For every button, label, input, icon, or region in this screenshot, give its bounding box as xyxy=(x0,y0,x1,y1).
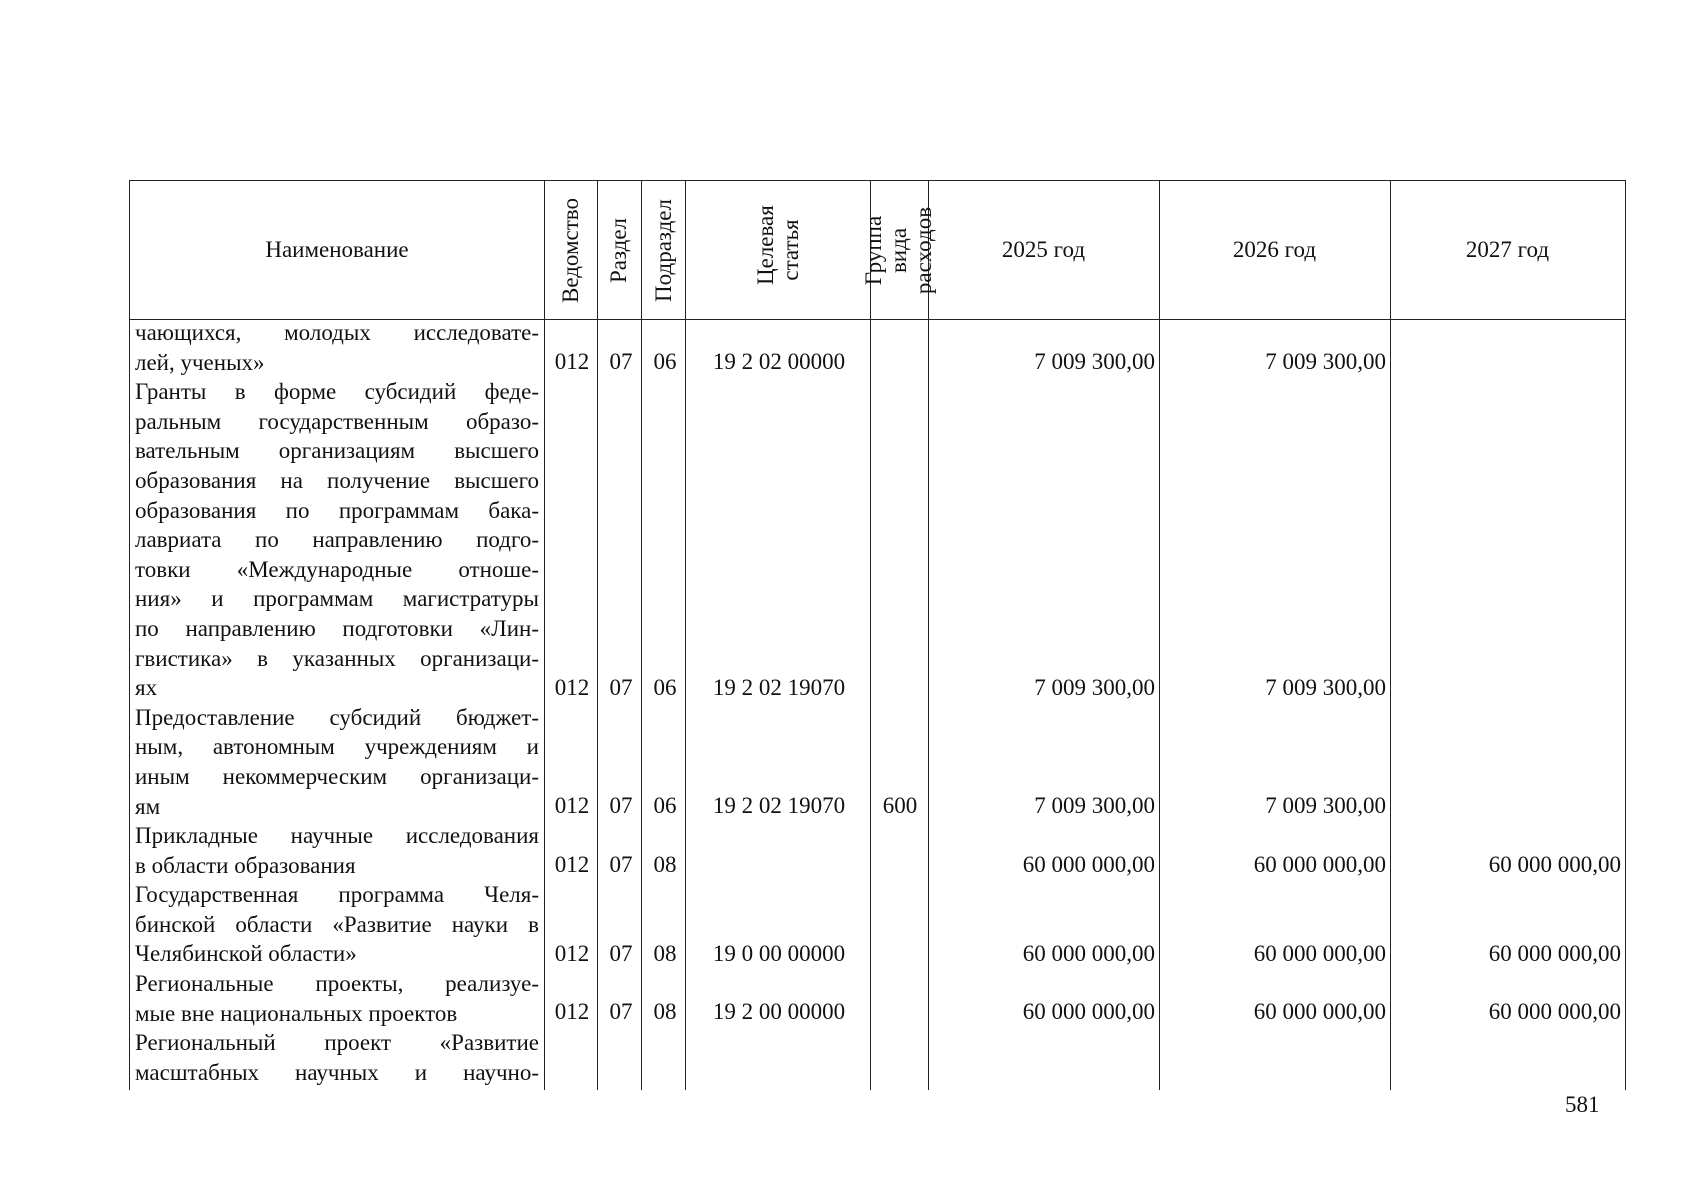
name-line: бинской области «Развитие науки в xyxy=(135,911,539,937)
name-line: масштабных научных и научно- xyxy=(135,1059,539,1085)
header-gruppa-text: Группа вида расходов xyxy=(861,206,937,294)
cell-2025: 60 000 000,00 xyxy=(1022,999,1155,1024)
cell-2026: 7 009 300,00 xyxy=(1265,349,1386,374)
cell-2026: 60 000 000,00 xyxy=(1253,941,1386,966)
cell-gruppa: 600 xyxy=(882,793,918,818)
cell-razdel: 07 xyxy=(609,349,633,374)
name-line: вательным организациям высшего xyxy=(135,438,539,464)
name-line: в области образования xyxy=(135,852,356,878)
name-line: ям xyxy=(135,793,161,819)
header-razdel xyxy=(597,181,641,319)
cell-podrazdel: 06 xyxy=(653,793,677,818)
header-podrazdel-text: Подраздел xyxy=(650,198,676,302)
name-line: образования на получение высшего xyxy=(135,467,539,493)
cell-podrazdel: 08 xyxy=(653,852,677,877)
header-razdel-text: Раздел xyxy=(606,217,632,283)
name-line: ния» и программам магистратуры xyxy=(135,586,539,612)
cell-vedomstvo: 012 xyxy=(554,349,590,374)
cell-podrazdel: 06 xyxy=(653,675,677,700)
cell-podrazdel: 08 xyxy=(653,999,677,1024)
cell-vedomstvo: 012 xyxy=(554,852,590,877)
name-line: лей, ученых» xyxy=(135,349,265,375)
name-line: ях xyxy=(135,675,158,701)
name-line: Государственная программа Челя- xyxy=(135,882,539,908)
header-vedomstvo-text: Ведомство xyxy=(558,197,583,303)
name-line: иным некоммерческим организаци- xyxy=(135,763,539,789)
cell-2025: 7 009 300,00 xyxy=(1034,675,1155,700)
name-line: товки «Международные отноше- xyxy=(135,556,539,582)
name-line: Гранты в форме субсидий феде- xyxy=(135,379,539,405)
header-2027: 2027 год xyxy=(1465,237,1550,262)
name-line: Челябинской области» xyxy=(135,941,357,967)
name-line: образования по программам бака- xyxy=(135,497,539,523)
cell-vedomstvo: 012 xyxy=(554,793,590,818)
header-podrazdel xyxy=(641,181,685,319)
cell-2027: 60 000 000,00 xyxy=(1488,852,1621,877)
cell-2027: 60 000 000,00 xyxy=(1488,941,1621,966)
header-gruppa xyxy=(861,181,937,319)
cell-razdel: 07 xyxy=(609,793,633,818)
name-line: Прикладные научные исследования xyxy=(135,823,539,849)
cell-razdel: 07 xyxy=(609,999,633,1024)
cell-celevaya: 19 0 00 00000 xyxy=(712,941,846,966)
name-line: ным, автономным учреждениям и xyxy=(135,734,539,760)
cell-2025: 7 009 300,00 xyxy=(1034,349,1155,374)
cell-2025: 7 009 300,00 xyxy=(1034,793,1155,818)
cell-2027: 60 000 000,00 xyxy=(1488,999,1621,1024)
header-celevaya-text: Целевая статья xyxy=(752,205,803,285)
cell-podrazdel: 06 xyxy=(653,349,677,374)
header-2025: 2025 год xyxy=(1001,237,1086,262)
name-line: гвистика» в указанных организаци- xyxy=(135,645,539,671)
cell-2026: 60 000 000,00 xyxy=(1253,852,1386,877)
cell-vedomstvo: 012 xyxy=(554,941,590,966)
cell-celevaya: 19 2 02 19070 xyxy=(712,793,846,818)
header-celevaya xyxy=(685,181,870,319)
cell-vedomstvo: 012 xyxy=(554,675,590,700)
page-number: 581 xyxy=(1565,1092,1600,1117)
name-line: Региональные проекты, реализуе- xyxy=(135,971,539,997)
name-column-text xyxy=(135,318,539,1087)
name-line: чающихся, молодых исследовате- xyxy=(135,320,539,345)
cell-2025: 60 000 000,00 xyxy=(1022,852,1155,877)
name-line: по направлению подготовки «Лин- xyxy=(135,615,539,641)
cell-2025: 60 000 000,00 xyxy=(1022,941,1155,966)
cell-2026: 7 009 300,00 xyxy=(1265,675,1386,700)
cell-celevaya: 19 2 02 00000 xyxy=(712,349,846,374)
cell-razdel: 07 xyxy=(609,941,633,966)
name-line: Региональный проект «Развитие xyxy=(135,1030,539,1056)
cell-celevaya: 19 2 00 00000 xyxy=(712,999,846,1024)
header-2026: 2026 год xyxy=(1232,237,1317,262)
header-name: Наименование xyxy=(265,237,409,262)
name-line: лавриата по направлению подго- xyxy=(135,527,539,553)
cell-celevaya: 19 2 02 19070 xyxy=(712,675,846,700)
name-line: Предоставление субсидий бюджет- xyxy=(135,704,539,730)
cell-2026: 7 009 300,00 xyxy=(1265,793,1386,818)
cell-podrazdel: 08 xyxy=(653,941,677,966)
cell-razdel: 07 xyxy=(609,675,633,700)
cell-vedomstvo: 012 xyxy=(554,999,590,1024)
header-vedomstvo xyxy=(544,181,597,319)
cell-2026: 60 000 000,00 xyxy=(1253,999,1386,1024)
name-line: ральным государственным образо- xyxy=(135,408,539,434)
name-line: мые вне национальных проектов xyxy=(135,1000,458,1026)
cell-razdel: 07 xyxy=(609,852,633,877)
